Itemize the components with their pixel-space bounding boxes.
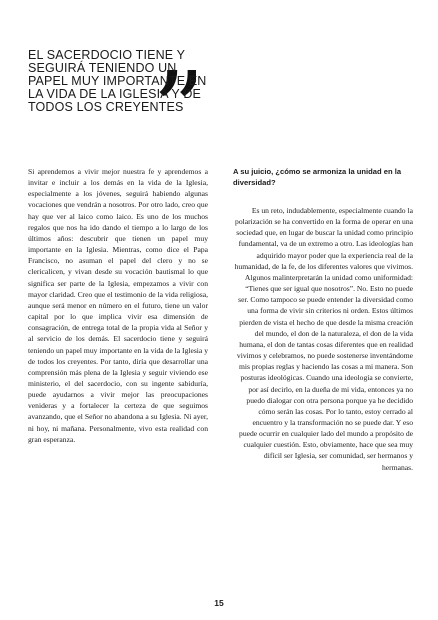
right-column	[233, 166, 413, 473]
interview-question: A su juicio, ¿cómo se armoniza la unidad en la diversidad?	[233, 167, 402, 187]
left-column-text: Si aprendemos a vivir mejor nuestra fe y aprendemos a invitar e incluir a los demás en la vida de la Iglesia, especialmente a los jóvenes, seguirá habiendo algunas vocaciones que vendrán a nosotros. Por otro lado, creo que hay que ver al laico como laico. Es uno de los muchos regalos que nos ha ido dando el tiempo a lo largo de los últimos años: descubrir que tienen un papel muy importante en la Iglesia. Mientras, como dice el Papa Francisco, no asuman el papel del clero y no se clericalicen, y vivan desde su vocación bautismal lo que significa ser parte de la Iglesia, empezamos a vivir con mayor claridad. Creo que el testimonio de la vida religiosa, aunque será menor en número en el futuro, tiene un valor capital por lo que implica vivir esa dimensión de consagración, de entrega total de la propia vida al Señor y al servicio de los demás. El sacerdocio tiene y seguirá teniendo un papel muy importante en la vida de la Iglesia y de todos los creyentes. Por tanto, diría que desarrollar una comprensión más plena de la Iglesia y seguir viviendo ese ministerio, el del sacerdocio, con su ingente sabiduría, puede ayudarnos a vivir mejor las preocupaciones venideras y a fortalecer la certeza de que seguimos avanzando, que el Señor no abandona a su Iglesia. Ni ayer, ni hoy, ni mañana. Personalmente, vivo esta realidad con gran esperanza.	[28, 167, 208, 444]
quote-mark-icon: ”	[152, 58, 197, 138]
interview-answer: Es un reto, indudablemente, especialmente cuando la polarización se ha convertido en la forma de operar en una sociedad que, en lugar de buscar la unidad como principio fundamental, va de un extremo a otro. Las ideologías han adquirido mayor poder que la experiencia real de la humanidad, de la fe, de los diferentes valores que vivimos. Algunos malinterpretarán la unidad como uniformidad: “Tienes que ser igual que nosotros”. No. Esto no puede ser. Como tampoco se puede entender la diversidad como una forma de vivir sin criterios ni orden. Estos últimos pierden de vista el hecho de que desde la misma creación del mundo, el don de la naturaleza, el don de la vida humana, el don de tantas cosas diferentes que en realidad vivimos y celebramos, no puede sostenerse inventándome mis propias reglas y haciendo las cosas a mi manera. Son posturas ideológicas. Cuando una ideología se convierte, por así decirlo, en la dueña de mi vida, entonces ya no puedo dialogar con otra persona porque ya he decidido cómo serán las cosas. Por lo tanto, estoy cerrado al encuentro y la transformación no se puede dar. Y eso puede ocurrir en cualquier lado del mundo a propósito de cualquier cuestión. Esto, obviamente, hace que sea muy difícil ser Iglesia, ser comunidad, ser hermanos y hermanas.	[234, 206, 413, 472]
page-number: 15	[214, 598, 224, 608]
pull-quote: EL SACERDOCIO TIENE Y SEGUIRÁ TENIENDO UN PAPEL MUY IMPORTANTE EN LA VIDA DE LA IGLESIA Y DE TODOS LOS CREYENTES	[28, 48, 207, 114]
